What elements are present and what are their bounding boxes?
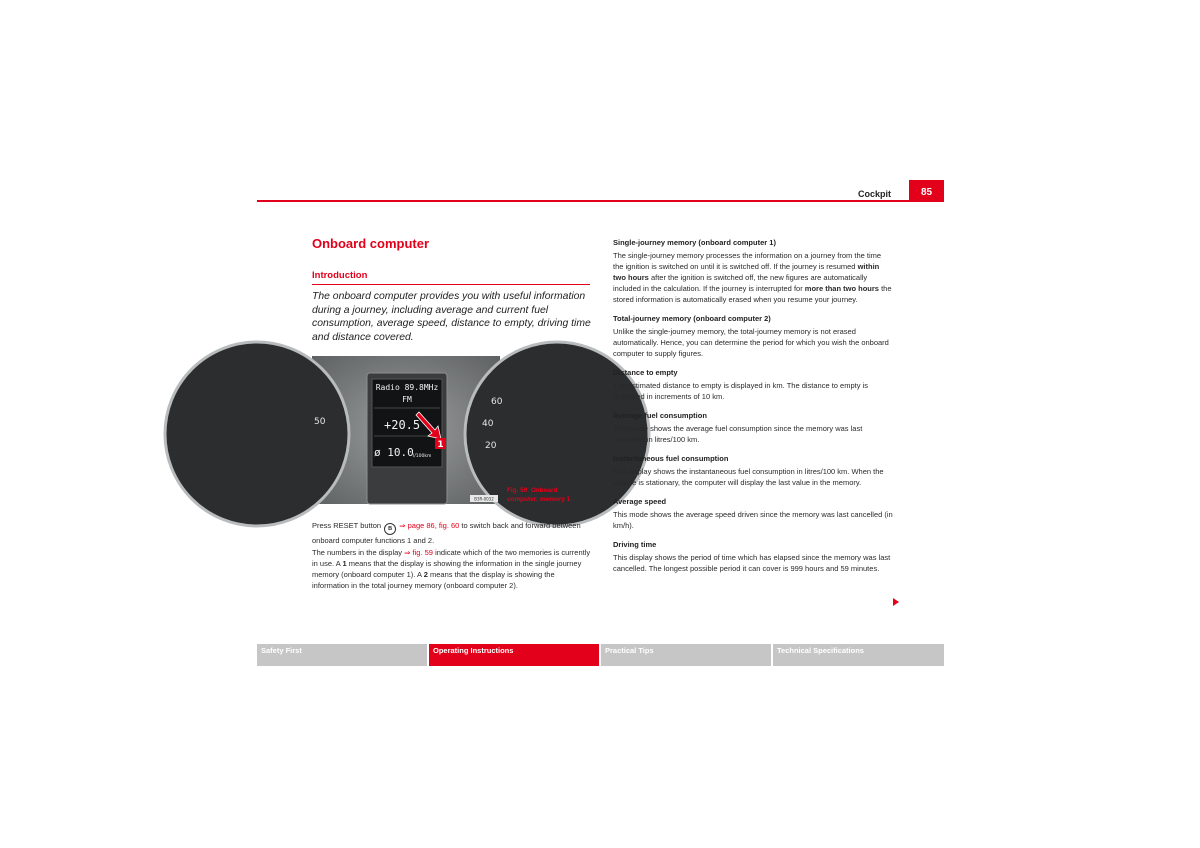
page-title: Onboard computer — [312, 236, 430, 251]
single-journey-bold-1: within two hours — [613, 262, 880, 282]
single-journey-bold-2: more than two hours — [804, 284, 879, 293]
figure-caption-label: Fig. 59 — [507, 487, 528, 494]
text-driving-time: This display shows the period of time which has elapsed since the memory was last cancelled. The longest possible period it can cover is 999 hours and 59 minutes. — [613, 553, 891, 573]
right-column — [613, 237, 893, 582]
text-total-journey: Unlike the single-journey memory, the total-journey memory is not erased automatically. Hence, you can determine the period for which you wish the onboard computer to supply figures. — [613, 327, 889, 358]
text-distance-to-empty: The estimated distance to empty is displayed in km. The distance to empty is displayed in increments of 10 km. — [613, 381, 868, 401]
heading-total-journey: Total-journey memory (onboard computer 2) — [613, 314, 771, 323]
memory-marker-number: 1 — [437, 440, 444, 450]
instrument-cluster-illustration — [312, 356, 503, 504]
figure-caption — [507, 486, 587, 504]
heading-driving-time: Driving time — [613, 540, 657, 549]
p2-bold-2: 2 — [423, 570, 428, 579]
figure-code: B3R-0032 — [474, 496, 494, 502]
heading-distance-to-empty: Distance to empty — [613, 368, 678, 377]
tab-technical-specifications[interactable]: Technical Specifications — [773, 644, 944, 666]
page-number: 85 — [909, 180, 944, 201]
p2-text-mid2: means that the display is showing the information in the single journey memory (onboard computer 1). A — [312, 559, 582, 579]
left-gauge-label-50: 50 — [314, 417, 326, 427]
intro-paragraph: The onboard computer provides you with useful information during a journey, including average and current fuel consumption, average speed, distance to empty, driving time and distance covered. — [312, 291, 591, 343]
text-single-journey — [613, 250, 893, 305]
p1-text-post: to switch back and forward between onboard computer functions 1 and 2. — [312, 521, 581, 545]
display-temperature: +20.5 — [384, 418, 421, 432]
paragraph-reset-button — [312, 520, 592, 546]
left-gauge — [165, 342, 349, 526]
display-consumption: ø 10.0 — [374, 446, 414, 459]
reset-button-icon: B — [384, 523, 396, 535]
text-average-fuel: This mode shows the average fuel consumption since the memory was last cancelled in litres/100 km. — [613, 424, 863, 444]
single-journey-text-3: the stored information is automatically erased when you resume your journey. — [613, 284, 892, 304]
heading-single-journey: Single-journey memory (onboard computer 1) — [613, 238, 776, 247]
p2-bold-1: 1 — [342, 559, 347, 568]
right-gauge-label-40: 40 — [482, 419, 494, 429]
header-rule — [257, 200, 944, 202]
header-section-title: Cockpit — [857, 189, 891, 199]
text-average-speed: This mode shows the average speed driven since the memory was last cancelled (in km/h). — [613, 510, 893, 530]
tab-operating-instructions[interactable]: Operating Instructions — [429, 644, 599, 666]
p2-text-pre: The numbers in the display — [312, 548, 403, 557]
right-gauge-label-60: 60 — [491, 397, 503, 407]
link-fig-59[interactable]: ⇒ fig. 59 — [404, 548, 433, 557]
display-radio-line: Radio 89.8MHz — [375, 383, 439, 392]
single-journey-text-1: The single-journey memory processes the information on a journey from the time the ignition is switched on until it is switched off. If the journey is resumed — [613, 251, 882, 271]
tab-practical-tips[interactable]: Practical Tips — [601, 644, 771, 666]
heading-average-fuel: Average fuel consumption — [613, 411, 707, 420]
paragraph-memory-numbers — [312, 547, 592, 591]
p2-text-post: means that the display is showing the information in the total journey memory (onboard computer 2). — [312, 570, 555, 590]
right-gauge-label-20: 20 — [485, 441, 497, 451]
link-page-86[interactable]: ⇒ page 86, fig. 60 — [399, 521, 460, 530]
continue-arrow-icon — [893, 598, 899, 606]
p2-text-mid: indicate which of the two memories is currently in use. A — [312, 548, 591, 568]
text-instantaneous-fuel: The display shows the instantaneous fuel consumption in litres/100 km. When the vehicle is stationary, the computer will display the last value in the memory. — [613, 467, 884, 487]
single-journey-text-2: after the ignition is switched off, the new figures are automatically included in the calculation. If the journey is interrupted for — [613, 273, 868, 293]
display-fm-line: FM — [402, 395, 412, 404]
p1-text-pre: Press RESET button — [312, 521, 382, 530]
figure-caption-text: Onboard computer: memory 1 — [507, 487, 571, 503]
heading-instantaneous-fuel: Instantaneous fuel consumption — [613, 454, 729, 463]
section-subtitle: Introduction — [312, 270, 368, 281]
display-unit: l/100km — [413, 454, 432, 459]
subtitle-rule — [312, 284, 590, 285]
figure-onboard-computer — [312, 356, 503, 504]
heading-average-speed: Average speed — [613, 497, 667, 506]
tab-safety-first[interactable]: Safety First — [257, 644, 427, 666]
